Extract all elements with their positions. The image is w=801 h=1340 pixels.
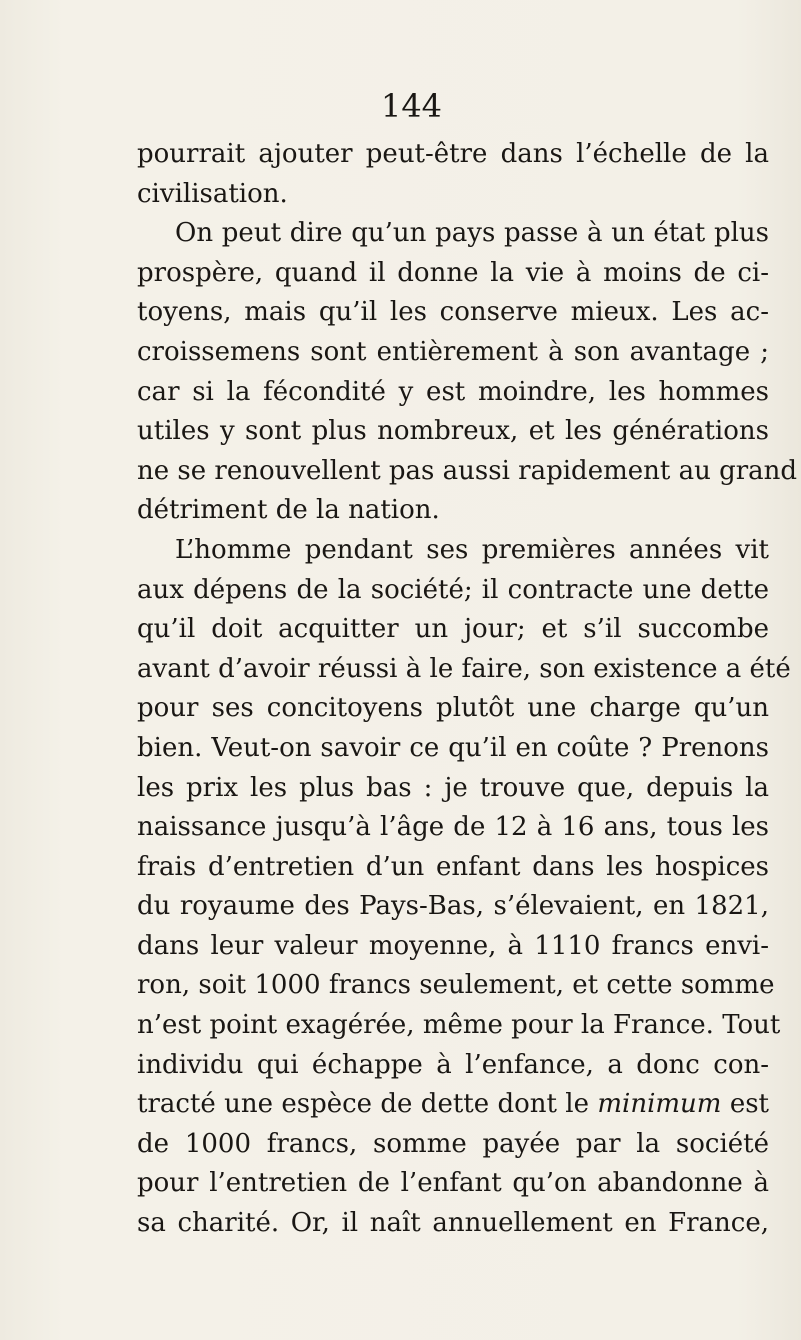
text-line-3: On peut dire qu’un pays passe à un état plus <box>175 218 769 249</box>
text-line-26: de 1000 francs, somme payée par la société <box>137 1128 769 1159</box>
text-line-8: utiles y sont plus nombreux, et les générations <box>137 416 769 447</box>
text-line-1: pourrait ajouter peut-être dans l’échelle de la <box>137 139 769 169</box>
text-line-24: individu qui échappe à l’enfance, a donc con- <box>137 1049 769 1080</box>
text-line-2: civilisation. <box>137 178 288 209</box>
text-line-21: dans leur valeur moyenne, à 1110 francs envi- <box>137 930 769 961</box>
text-line-20: du royaume des Pays-Bas, s’élevaient, en 1821, <box>137 891 769 922</box>
text-line-14: avant d’avoir réussi à le faire, son existence a été <box>137 653 791 684</box>
text-line-11: L’homme pendant ses premières années vit <box>175 534 769 565</box>
text-line-25 <box>137 1085 769 1125</box>
text-line-19: frais d’entretien d’un enfant dans les hospices <box>137 851 769 882</box>
page-number: 144 <box>380 87 443 125</box>
text-line-15: pour ses concitoyens plutôt une charge qu’un <box>137 693 769 724</box>
text-line-25-end: est <box>729 1089 770 1120</box>
text-line-13: qu’il doit acquitter un jour; et s’il succombe <box>137 614 769 645</box>
text-line-4: prospère, quand il donne la vie à moins de ci- <box>137 257 769 288</box>
text-line-7: car si la fécondité y est moindre, les hommes <box>137 376 769 407</box>
text-line-28: sa charité. Or, il naît annuellement en France, <box>137 1208 769 1239</box>
text-line-10: détriment de la nation. <box>137 495 440 526</box>
text-line-9: ne se renouvellent pas aussi rapidement au grand <box>137 455 798 486</box>
text-line-16: bien. Veut-on savoir ce qu’il en coûte ? Prenons <box>137 732 769 763</box>
text-line-18: naissance jusqu’à l’âge de 12 à 16 ans, tous les <box>137 812 769 843</box>
text-line-5: toyens, mais qu’il les conserve mieux. Les ac- <box>137 297 769 328</box>
text-line-12: aux dépens de la société; il contracte une dette <box>137 574 769 605</box>
text-line-25-start: tracté une espèce de dette dont le <box>137 1089 590 1120</box>
text-line-6: croissemens sont entièrement à son avantage ; <box>137 336 769 367</box>
text-line-27: pour l’entretien de l’enfant qu’on abandonne à <box>137 1168 769 1199</box>
text-line-23: n’est point exagérée, même pour la France. Tout <box>137 1010 781 1041</box>
text-line-22: ron, soit 1000 francs seulement, et cette somme <box>137 970 775 1001</box>
body-text <box>137 135 798 1244</box>
italic-term: minimum <box>597 1089 722 1120</box>
text-line-17: les prix les plus bas : je trouve que, depuis la <box>137 772 769 803</box>
